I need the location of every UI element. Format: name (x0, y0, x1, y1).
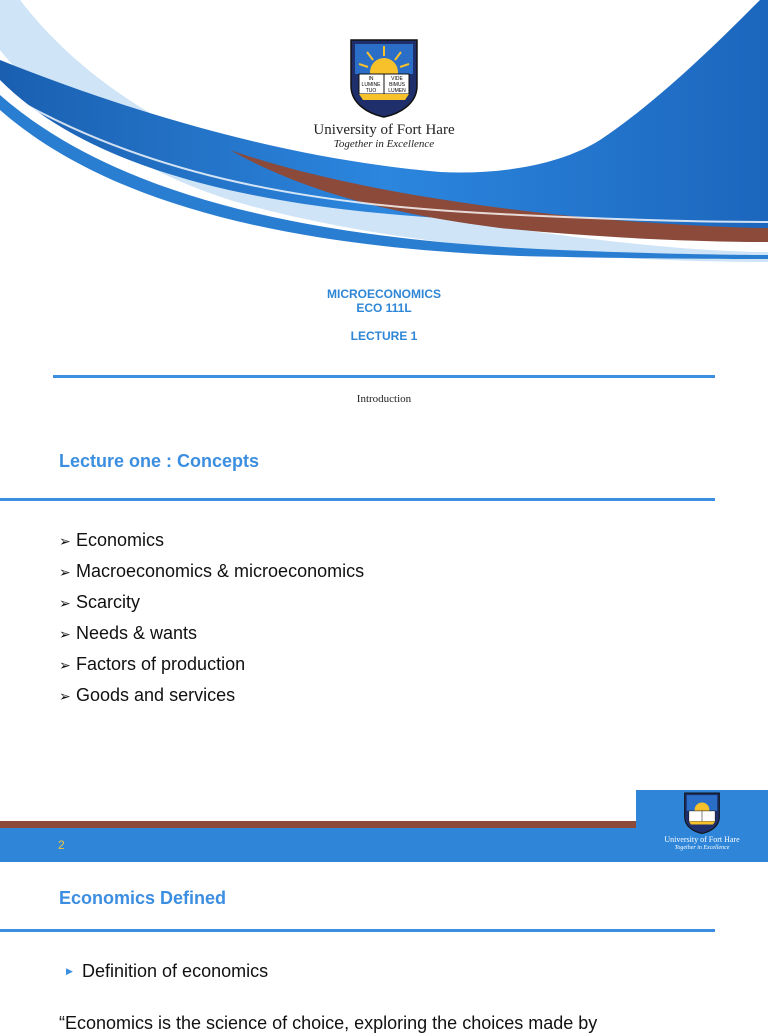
bullet-item (59, 561, 364, 582)
course-title: MICROECONOMICS (327, 287, 441, 301)
crest-book-left-3: TUO (365, 88, 377, 94)
bullet-text: Scarcity (76, 592, 141, 612)
bullet-text: Macroeconomics & microeconomics (76, 561, 365, 581)
footer-crest-logo (683, 792, 721, 834)
bullet-text: Factors of production (76, 654, 246, 674)
bullet-item (59, 654, 245, 675)
slide-subtitle: Introduction (356, 393, 412, 405)
crest-book-right-3: LUMEN (388, 88, 406, 94)
bullet-item (59, 685, 235, 706)
arrow-bullet-icon: ➢ (59, 657, 71, 673)
slide3-divider (0, 929, 715, 932)
bullet-item (59, 530, 164, 551)
crest-book-right-2: BIMUS (389, 82, 405, 88)
arrow-bullet-icon: ➢ (59, 533, 71, 549)
footer-university-name: University of Fort Hare (664, 835, 740, 844)
crest-book-left-1: IN (368, 76, 374, 82)
bullet-text: Definition of economics (82, 961, 269, 981)
slide3-quote: “Economics is the science of choice, exploring the choices made by (59, 1013, 598, 1033)
bullet-text: Goods and services (76, 685, 236, 705)
footer-tagline: Together in Excellence (674, 845, 730, 851)
bullet-text: Needs & wants (76, 623, 198, 643)
arrow-bullet-icon: ➢ (59, 688, 71, 704)
slide2-heading: Lecture one : Concepts (59, 451, 260, 471)
university-crest-logo (349, 38, 419, 118)
arrow-bullet-icon: ➢ (59, 564, 71, 580)
triangle-bullet-icon: ▶ (66, 966, 73, 976)
page-number: 2 (58, 838, 65, 852)
arrow-bullet-icon: ➢ (59, 626, 71, 642)
title-divider (53, 375, 715, 378)
bullet-item (59, 592, 140, 613)
slide2-divider (0, 498, 715, 501)
lecture-number: LECTURE 1 (350, 329, 418, 343)
university-name: University of Fort Hare (313, 122, 455, 138)
slide3-heading: Economics Defined (59, 888, 227, 908)
crest-book-left-2: LUMINE (361, 82, 381, 88)
bullet-item (59, 623, 197, 644)
university-tagline: Together in Excellence (333, 138, 435, 150)
course-code: ECO 111L (356, 301, 412, 315)
bullet-text: Economics (76, 530, 165, 550)
arrow-bullet-icon: ➢ (59, 595, 71, 611)
crest-book-right-1: VIDE (391, 76, 403, 82)
slide3-bullet (66, 961, 268, 982)
